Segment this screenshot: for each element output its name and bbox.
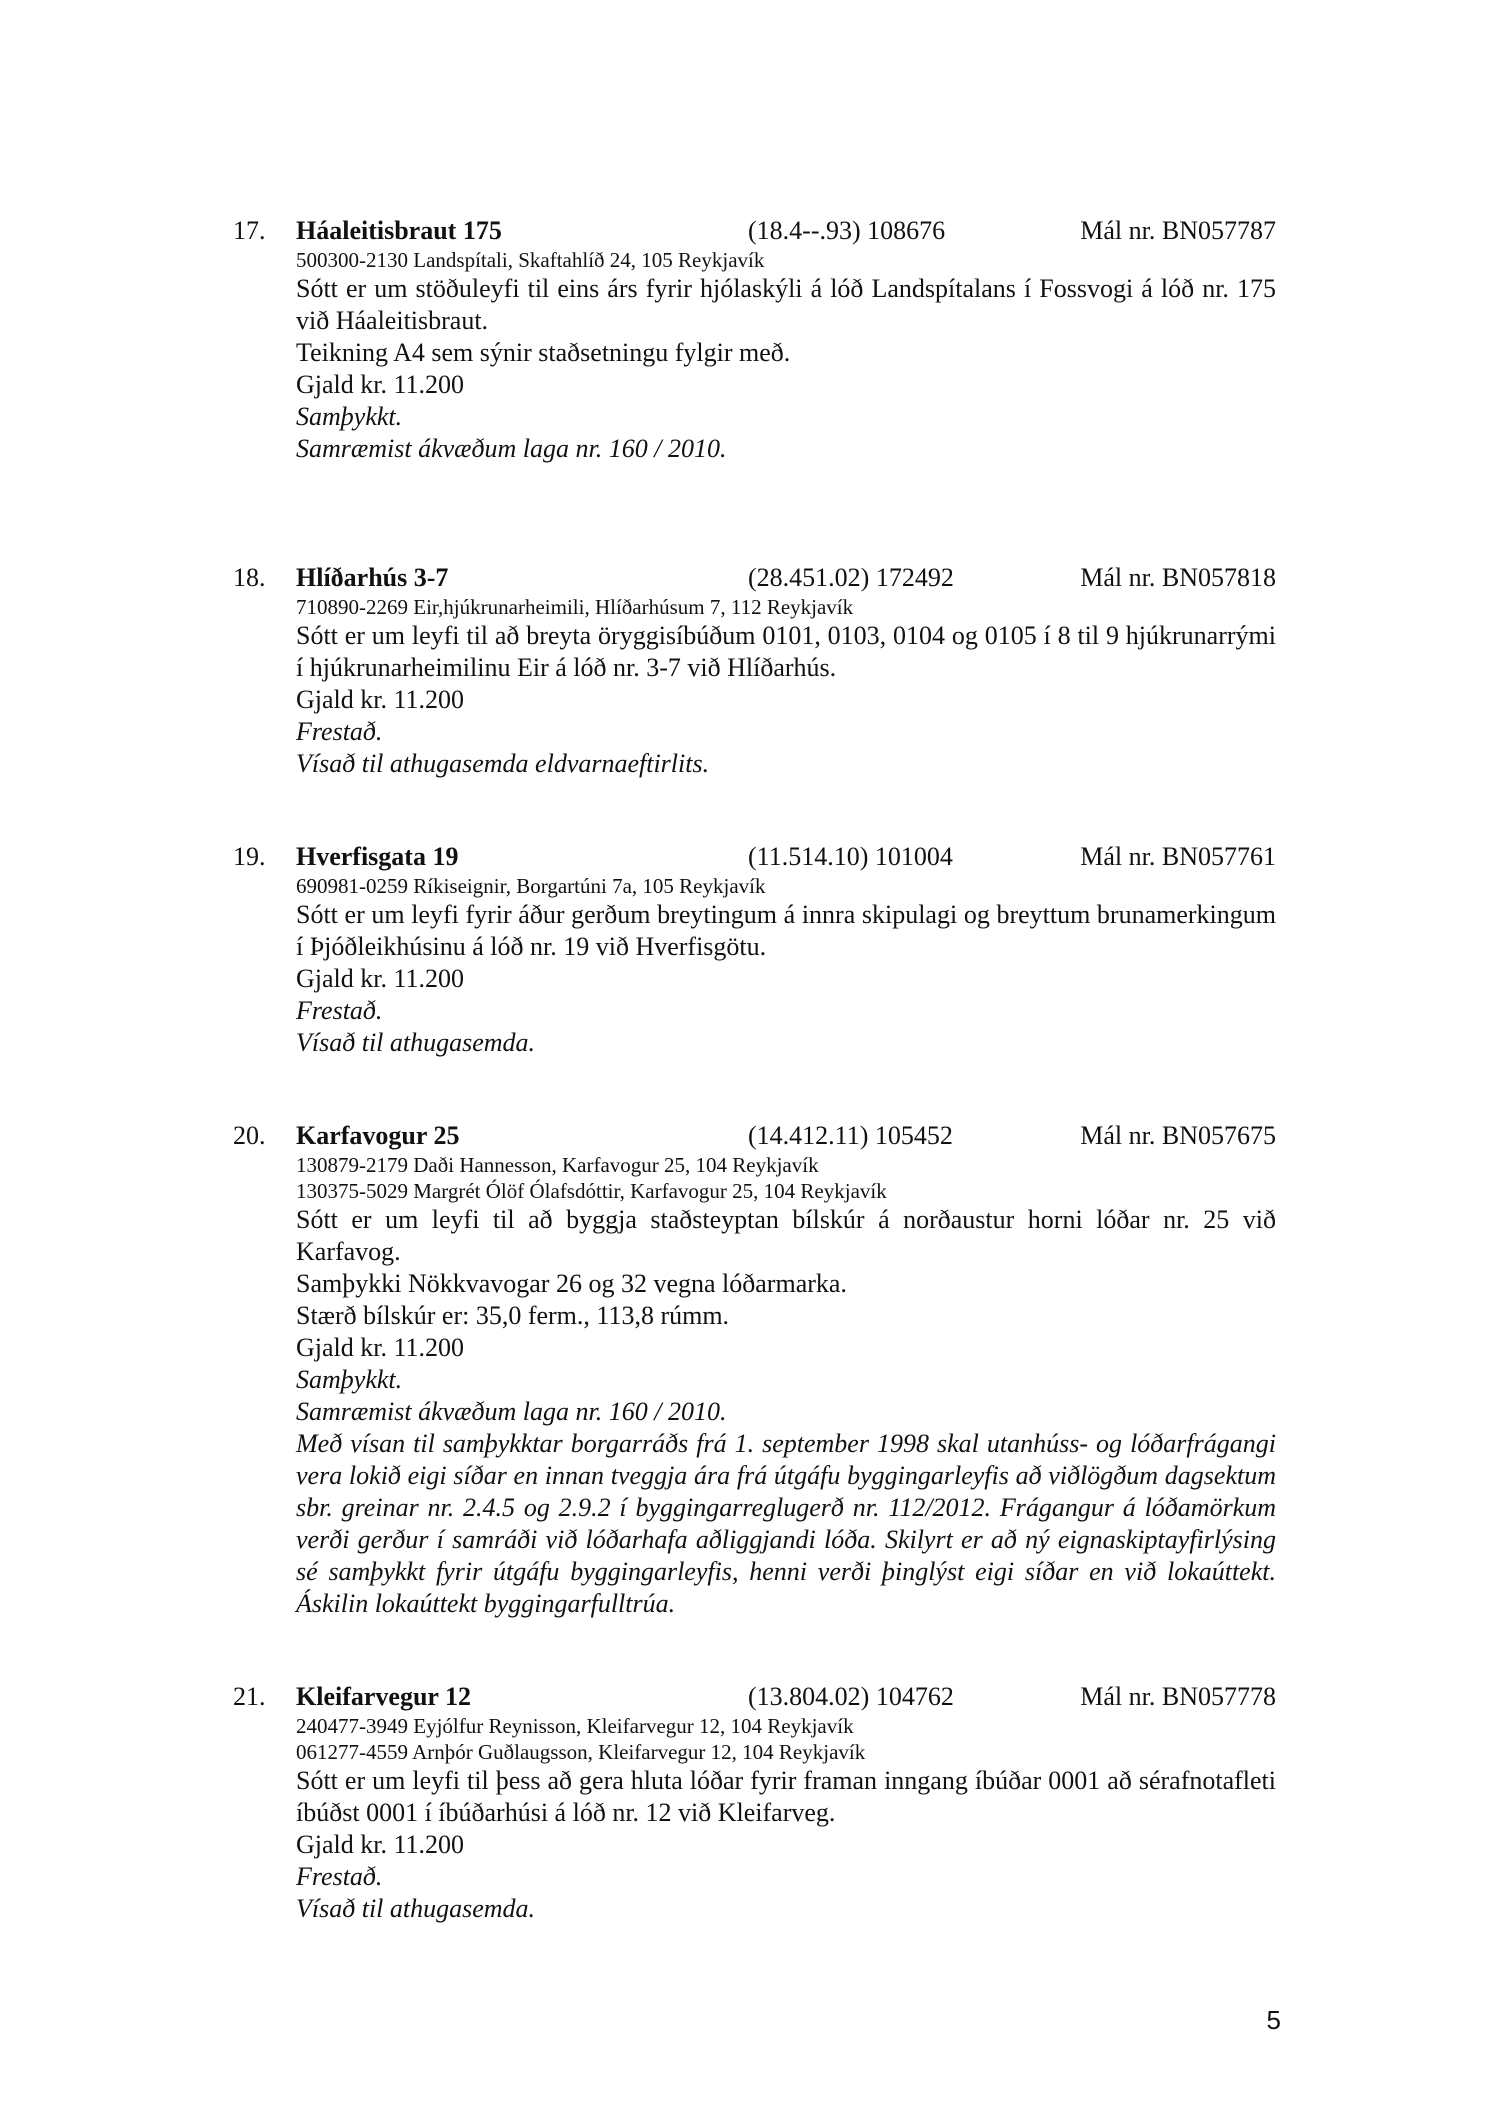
case-description: Sótt er um leyfi til að breyta öryggisíbúðum 0101, 0103, 0104 og 0105 í 8 til 9 hjúkrunarrými í hjúkrunarheimilinu Eir á lóð nr. 3-7 við Hlíðarhús. (296, 621, 1276, 682)
case-header (233, 840, 1276, 873)
case-remark: Samræmist ákvæðum laga nr. 160 / 2010. (296, 434, 727, 463)
case-list (233, 214, 1276, 1925)
case-body (296, 247, 1276, 465)
case-header (233, 214, 1276, 247)
case-decision: Frestað. (296, 717, 383, 746)
case-reference: (18.4--.93) 108676 (748, 216, 946, 245)
case-body (296, 1713, 1276, 1925)
case-note: Teikning A4 sem sýnir staðsetningu fylgir með. (296, 338, 791, 367)
case-remark: Vísað til athugasemda eldvarnaeftirlits. (296, 749, 710, 778)
case-body (296, 1152, 1276, 1620)
case-reference: (11.514.10) 101004 (748, 842, 953, 871)
case-entry (233, 214, 1276, 465)
case-fee: Gjald kr. 11.200 (296, 370, 465, 399)
case-number: 17. (233, 216, 266, 245)
case-description: Sótt er um stöðuleyfi til eins árs fyrir hjólaskýli á lóð Landspítalans í Fossvogi á lóð nr. 175 við Háaleitisbraut. (296, 274, 1276, 335)
case-header (233, 561, 1276, 594)
case-fee: Gjald kr. 11.200 (296, 685, 465, 714)
page-number: 5 (1266, 2005, 1281, 2035)
applicant-line: 061277-4559 Arnþór Guðlaugsson, Kleifarvegur 12, 104 Reykjavík (296, 1740, 866, 1764)
case-description: Sótt er um leyfi til þess að gera hluta lóðar fyrir framan inngang íbúðar 0001 að sérafnotafleti íbúðst 0001 í íbúðarhúsi á lóð nr. 12 við Kleifarveg. (296, 1766, 1276, 1827)
applicant-line: 690981-0259 Ríkiseignir, Borgartúni 7a, 105 Reykjavík (296, 874, 766, 898)
case-id: Mál nr. BN057818 (1080, 563, 1276, 592)
case-number: 21. (233, 1682, 266, 1711)
applicant-line: 500300-2130 Landspítali, Skaftahlíð 24, 105 Reykjavík (296, 248, 765, 272)
case-body (296, 873, 1276, 1059)
case-decision: Frestað. (296, 996, 383, 1025)
case-address: Hverfisgata 19 (296, 842, 459, 871)
case-decision: Samþykkt. (296, 402, 403, 431)
case-remark: Samræmist ákvæðum laga nr. 160 / 2010. (296, 1397, 727, 1426)
case-id: Mál nr. BN057778 (1080, 1682, 1276, 1711)
case-number: 18. (233, 563, 266, 592)
case-header (233, 1119, 1276, 1152)
case-fee: Gjald kr. 11.200 (296, 1333, 465, 1362)
case-entry (233, 1119, 1276, 1620)
case-reference: (14.412.11) 105452 (748, 1121, 953, 1150)
applicant-line: 710890-2269 Eir,hjúkrunarheimili, Hlíðarhúsum 7, 112 Reykjavík (296, 595, 854, 619)
case-entry (233, 840, 1276, 1059)
case-description: Sótt er um leyfi til að byggja staðsteyptan bílskúr á norðaustur horni lóðar nr. 25 við Karfavog. (296, 1205, 1276, 1266)
case-description: Sótt er um leyfi fyrir áður gerðum breytingum á innra skipulagi og breyttum brunamerkingum í Þjóðleikhúsinu á lóð nr. 19 við Hverfisgötu. (296, 900, 1276, 961)
case-note: Samþykki Nökkvavogar 26 og 32 vegna lóðarmarka. (296, 1269, 847, 1298)
case-remark: Vísað til athugasemda. (296, 1894, 536, 1923)
case-entry (233, 561, 1276, 780)
case-reference: (13.804.02) 104762 (748, 1682, 954, 1711)
case-remark: Vísað til athugasemda. (296, 1028, 536, 1057)
case-note: Stærð bílskúr er: 35,0 ferm., 113,8 rúmm. (296, 1301, 730, 1330)
case-fee: Gjald kr. 11.200 (296, 964, 465, 993)
case-body (296, 594, 1276, 780)
case-id: Mál nr. BN057761 (1080, 842, 1276, 871)
applicant-line: 130879-2179 Daði Hannesson, Karfavogur 25, 104 Reykjavík (296, 1153, 819, 1177)
case-address: Kleifarvegur 12 (296, 1682, 471, 1711)
case-decision: Frestað. (296, 1862, 383, 1891)
case-address: Hlíðarhús 3-7 (296, 563, 449, 592)
case-entry (233, 1680, 1276, 1925)
case-remark: Með vísan til samþykktar borgarráðs frá 1. september 1998 skal utanhúss- og lóðarfrágangi vera lokið eigi síðar en innan tveggja ára frá útgáfu byggingarleyfis að viðlögðum dagsektum sbr. greinar nr. 2.4.5 og 2.9.2 í byggingarreglugerð nr. 112/2012. Frágangur á lóðamörkum verði gerður í samráði við lóðarhafa aðliggjandi lóða. Skilyrt er að ný eignaskiptayfirlýsing sé samþykkt fyrir útgáfu byggingarleyfis, henni verði þinglýst eigi síðar en við lokaúttekt. Áskilin lokaúttekt byggingarfulltrúa. (296, 1429, 1276, 1618)
case-number: 19. (233, 842, 266, 871)
case-number: 20. (233, 1121, 266, 1150)
case-address: Háaleitisbraut 175 (296, 216, 502, 245)
case-id: Mál nr. BN057787 (1080, 216, 1276, 245)
case-reference: (28.451.02) 172492 (748, 563, 954, 592)
case-address: Karfavogur 25 (296, 1121, 460, 1150)
case-id: Mál nr. BN057675 (1080, 1121, 1276, 1150)
applicant-line: 240477-3949 Eyjólfur Reynisson, Kleifarvegur 12, 104 Reykjavík (296, 1714, 854, 1738)
case-header (233, 1680, 1276, 1713)
applicant-line: 130375-5029 Margrét Ólöf Ólafsdóttir, Karfavogur 25, 104 Reykjavík (296, 1179, 887, 1203)
case-fee: Gjald kr. 11.200 (296, 1830, 465, 1859)
case-decision: Samþykkt. (296, 1365, 403, 1394)
